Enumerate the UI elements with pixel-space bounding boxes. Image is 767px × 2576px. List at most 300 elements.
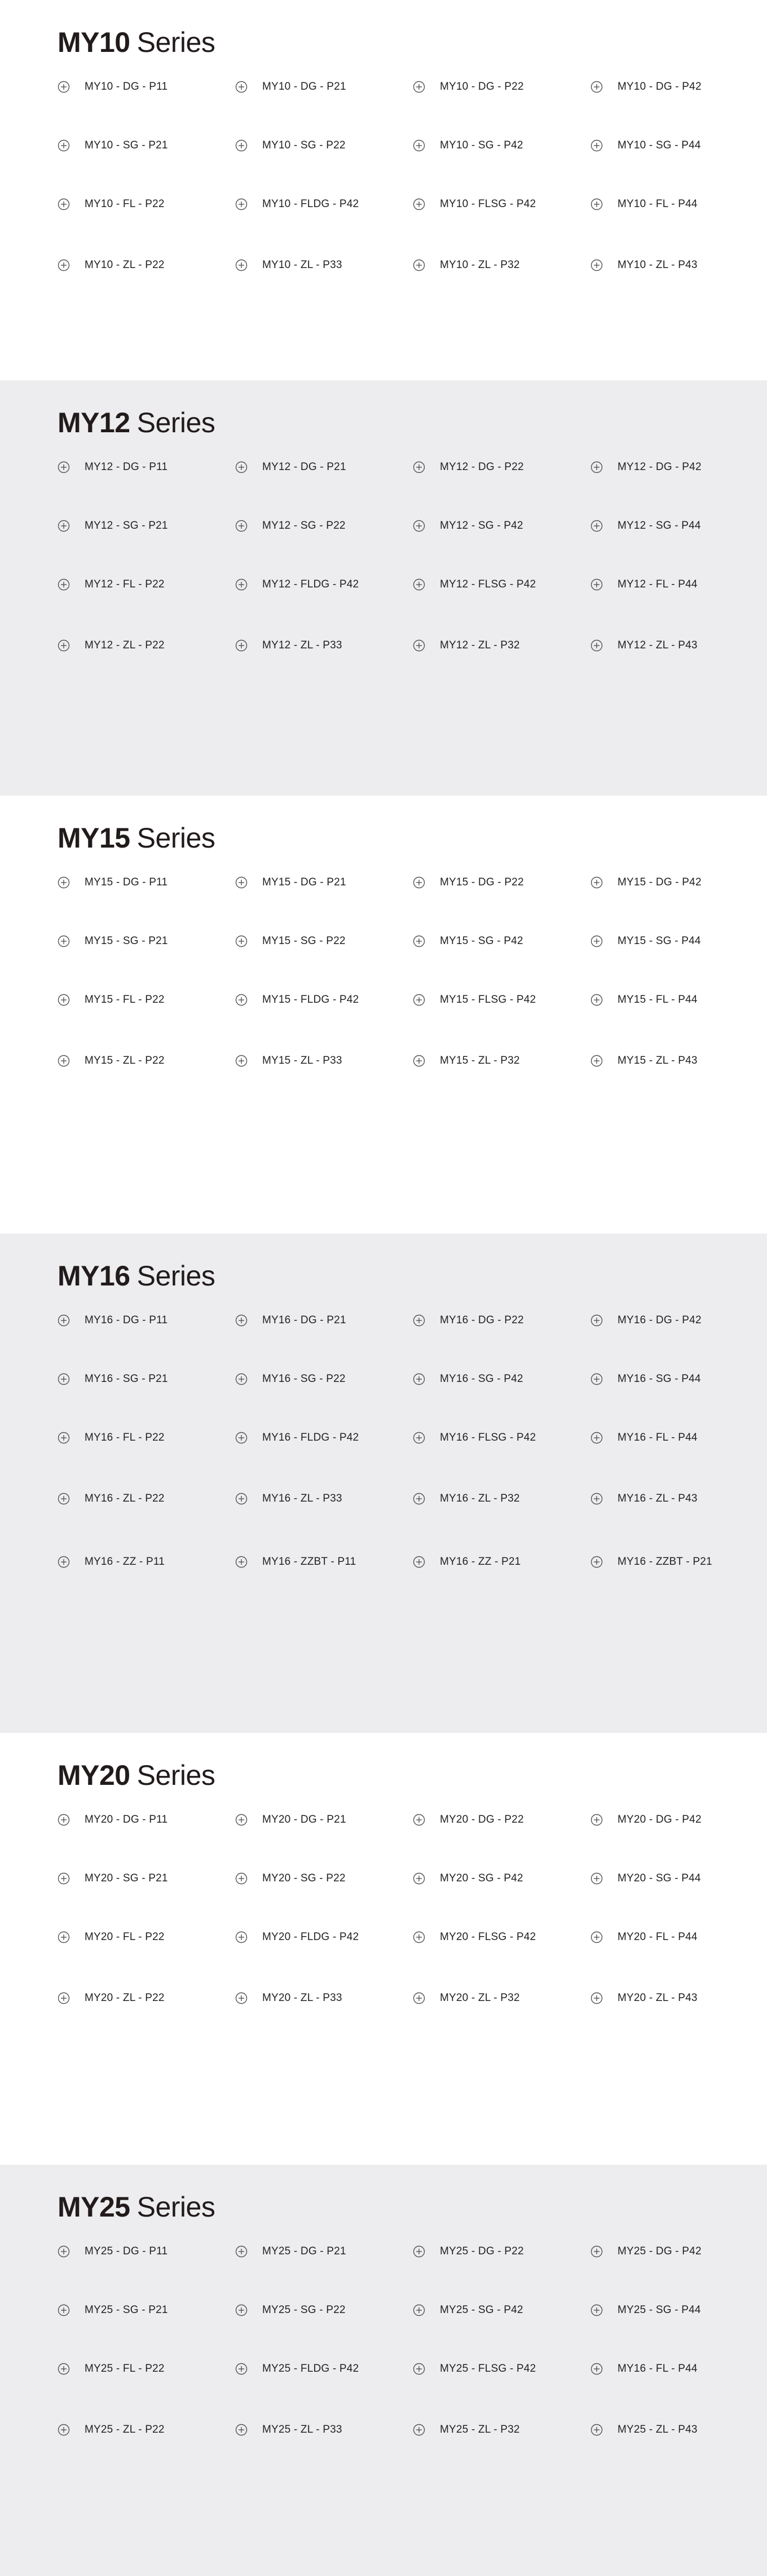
- model-label: MY15 - DG - P42: [618, 876, 702, 888]
- series-word: Series: [136, 822, 215, 854]
- plus-circle-icon: [235, 198, 248, 210]
- model-link[interactable]: [413, 871, 590, 894]
- model-link[interactable]: [58, 1987, 235, 2009]
- series-code: MY15: [58, 822, 130, 854]
- series-code: MY16: [58, 1260, 130, 1292]
- model-link[interactable]: [413, 1309, 590, 1332]
- model-link[interactable]: [590, 1551, 767, 1573]
- plus-circle-icon: [590, 1314, 603, 1327]
- model-link[interactable]: [58, 1050, 235, 1072]
- model-label: MY16 - SG - P22: [262, 1373, 346, 1385]
- model-link[interactable]: [58, 989, 235, 1011]
- model-link[interactable]: [235, 1427, 413, 1449]
- model-link[interactable]: [58, 573, 235, 596]
- plus-circle-icon: [413, 1992, 425, 2004]
- model-link[interactable]: [413, 456, 590, 479]
- model-label: MY15 - ZL - P33: [262, 1055, 342, 1067]
- model-link[interactable]: [235, 76, 413, 98]
- model-label: MY10 - DG - P42: [618, 81, 702, 93]
- plus-circle-icon: [235, 2424, 248, 2436]
- model-label: MY25 - FLSG - P42: [440, 2363, 536, 2375]
- plus-circle-icon: [590, 994, 603, 1006]
- model-label: MY10 - ZL - P32: [440, 259, 520, 271]
- model-link[interactable]: [58, 1427, 235, 1449]
- plus-circle-icon: [58, 1314, 70, 1327]
- model-label: MY10 - SG - P21: [85, 139, 168, 151]
- series-code: MY12: [58, 407, 130, 438]
- model-grid: [58, 76, 767, 277]
- plus-circle-icon: [58, 520, 70, 532]
- model-label: MY10 - SG - P42: [440, 139, 523, 151]
- model-link[interactable]: [235, 2240, 413, 2263]
- model-link[interactable]: [235, 930, 413, 953]
- model-link[interactable]: [58, 76, 235, 98]
- plus-circle-icon: [235, 2304, 248, 2316]
- model-link[interactable]: [413, 134, 590, 157]
- plus-circle-icon: [590, 2424, 603, 2436]
- model-grid: [58, 456, 767, 657]
- model-link[interactable]: [413, 2299, 590, 2322]
- model-label: MY20 - DG - P21: [262, 1814, 346, 1825]
- plus-circle-icon: [235, 1931, 248, 1943]
- plus-circle-icon: [58, 2424, 70, 2436]
- model-label: MY10 - ZL - P33: [262, 259, 342, 271]
- plus-circle-icon: [590, 461, 603, 473]
- model-label: MY12 - SG - P22: [262, 520, 346, 532]
- model-link[interactable]: [235, 573, 413, 596]
- model-label: MY20 - DG - P42: [618, 1814, 702, 1825]
- model-link[interactable]: [58, 2299, 235, 2322]
- model-label: MY20 - SG - P21: [85, 1872, 168, 1884]
- model-label: MY25 - ZL - P33: [262, 2424, 342, 2435]
- model-link[interactable]: [590, 515, 767, 537]
- model-label: MY20 - ZL - P32: [440, 1992, 520, 2004]
- plus-circle-icon: [235, 2363, 248, 2375]
- model-link[interactable]: [413, 1926, 590, 1949]
- model-label: MY16 - ZZBT - P11: [262, 1556, 356, 1568]
- series-section-my20: [0, 1733, 767, 2165]
- plus-circle-icon: [413, 1872, 425, 1885]
- plus-circle-icon: [58, 1556, 70, 1568]
- plus-circle-icon: [590, 1373, 603, 1385]
- model-label: MY16 - ZL - P33: [262, 1493, 342, 1504]
- plus-circle-icon: [235, 578, 248, 591]
- model-label: MY25 - SG - P22: [262, 2304, 346, 2316]
- model-label: MY16 - SG - P21: [85, 1373, 168, 1385]
- model-label: MY25 - DG - P22: [440, 2245, 524, 2257]
- model-link[interactable]: [235, 515, 413, 537]
- section-title: [58, 406, 767, 439]
- model-link[interactable]: [590, 1427, 767, 1449]
- model-link[interactable]: [413, 1427, 590, 1449]
- model-link[interactable]: [58, 1368, 235, 1390]
- series-word: Series: [136, 1759, 215, 1791]
- model-link[interactable]: [413, 1551, 590, 1573]
- model-label: MY20 - FL - P44: [618, 1931, 698, 1943]
- section-title: [58, 26, 767, 59]
- model-label: MY16 - DG - P42: [618, 1314, 702, 1326]
- plus-circle-icon: [413, 578, 425, 591]
- model-link[interactable]: [590, 2358, 767, 2380]
- model-link[interactable]: [590, 989, 767, 1011]
- plus-circle-icon: [235, 1055, 248, 1067]
- plus-circle-icon: [58, 139, 70, 152]
- model-link[interactable]: [413, 930, 590, 953]
- plus-circle-icon: [58, 1055, 70, 1067]
- model-link[interactable]: [58, 134, 235, 157]
- model-label: MY16 - FLSG - P42: [440, 1432, 536, 1443]
- model-link[interactable]: [413, 193, 590, 216]
- model-label: MY15 - SG - P44: [618, 935, 701, 947]
- model-label: MY16 - FLDG - P42: [262, 1432, 359, 1443]
- plus-circle-icon: [413, 1314, 425, 1327]
- plus-circle-icon: [58, 876, 70, 889]
- model-label: MY16 - DG - P11: [85, 1314, 168, 1326]
- model-link[interactable]: [590, 1368, 767, 1390]
- plus-circle-icon: [58, 1373, 70, 1385]
- model-label: MY20 - SG - P42: [440, 1872, 523, 1884]
- model-link[interactable]: [590, 1050, 767, 1072]
- plus-circle-icon: [413, 2424, 425, 2436]
- model-label: MY12 - DG - P11: [85, 461, 168, 473]
- plus-circle-icon: [413, 1556, 425, 1568]
- plus-circle-icon: [590, 2363, 603, 2375]
- model-link[interactable]: [58, 1551, 235, 1573]
- plus-circle-icon: [235, 876, 248, 889]
- section-title: [58, 2191, 767, 2223]
- model-label: MY20 - FLSG - P42: [440, 1931, 536, 1943]
- model-label: MY25 - DG - P21: [262, 2245, 346, 2257]
- model-link[interactable]: [590, 2419, 767, 2441]
- model-label: MY10 - SG - P22: [262, 139, 346, 151]
- series-section-my16: [0, 1234, 767, 1733]
- model-link[interactable]: [413, 76, 590, 98]
- plus-circle-icon: [235, 2245, 248, 2258]
- model-label: MY16 - SG - P42: [440, 1373, 523, 1385]
- model-grid: [58, 1309, 767, 1573]
- plus-circle-icon: [235, 1872, 248, 1885]
- model-label: MY20 - FL - P22: [85, 1931, 165, 1943]
- model-link[interactable]: [235, 1309, 413, 1332]
- model-label: MY16 - FL - P22: [85, 1432, 165, 1443]
- model-link[interactable]: [58, 1926, 235, 1949]
- model-link[interactable]: [590, 1867, 767, 1890]
- model-label: MY20 - DG - P22: [440, 1814, 524, 1825]
- model-label: MY15 - SG - P21: [85, 935, 168, 947]
- plus-circle-icon: [413, 461, 425, 473]
- series-code: MY20: [58, 1759, 130, 1791]
- model-label: MY10 - ZL - P43: [618, 259, 698, 271]
- model-link[interactable]: [235, 2358, 413, 2380]
- model-grid: [58, 871, 767, 1072]
- plus-circle-icon: [235, 1314, 248, 1327]
- plus-circle-icon: [590, 578, 603, 591]
- model-link[interactable]: [58, 515, 235, 537]
- model-link[interactable]: [235, 1867, 413, 1890]
- plus-circle-icon: [413, 1931, 425, 1943]
- plus-circle-icon: [590, 1931, 603, 1943]
- section-title: [58, 1759, 767, 1792]
- plus-circle-icon: [590, 81, 603, 93]
- plus-circle-icon: [58, 2304, 70, 2316]
- model-label: MY16 - DG - P21: [262, 1314, 346, 1326]
- model-label: MY10 - FLDG - P42: [262, 198, 359, 210]
- plus-circle-icon: [590, 2304, 603, 2316]
- model-label: MY10 - ZL - P22: [85, 259, 165, 271]
- model-link[interactable]: [590, 1987, 767, 2009]
- model-link[interactable]: [413, 1987, 590, 2009]
- model-link[interactable]: [58, 2240, 235, 2263]
- model-link[interactable]: [235, 634, 413, 657]
- model-link[interactable]: [413, 1050, 590, 1072]
- model-label: MY25 - SG - P44: [618, 2304, 701, 2316]
- model-link[interactable]: [413, 515, 590, 537]
- model-link[interactable]: [590, 456, 767, 479]
- model-link[interactable]: [413, 254, 590, 277]
- model-label: MY10 - DG - P21: [262, 81, 346, 93]
- model-link[interactable]: [590, 930, 767, 953]
- plus-circle-icon: [58, 639, 70, 652]
- plus-circle-icon: [590, 935, 603, 947]
- series-section-my12: [0, 380, 767, 796]
- plus-circle-icon: [413, 139, 425, 152]
- plus-circle-icon: [590, 1432, 603, 1444]
- model-label: MY25 - DG - P42: [618, 2245, 702, 2257]
- model-label: MY10 - FL - P44: [618, 198, 698, 210]
- model-link[interactable]: [235, 193, 413, 216]
- model-link[interactable]: [235, 1987, 413, 2009]
- model-label: MY12 - ZL - P22: [85, 639, 165, 651]
- model-link[interactable]: [235, 1487, 413, 1510]
- plus-circle-icon: [58, 259, 70, 271]
- model-link[interactable]: [413, 1487, 590, 1510]
- model-link[interactable]: [413, 2240, 590, 2263]
- series-word: Series: [136, 1260, 215, 1292]
- model-label: MY25 - SG - P21: [85, 2304, 168, 2316]
- model-link[interactable]: [413, 1368, 590, 1390]
- plus-circle-icon: [590, 198, 603, 210]
- plus-circle-icon: [235, 81, 248, 93]
- series-word: Series: [136, 2191, 215, 2223]
- plus-circle-icon: [235, 1432, 248, 1444]
- model-link[interactable]: [590, 254, 767, 277]
- plus-circle-icon: [413, 935, 425, 947]
- model-label: MY15 - DG - P22: [440, 876, 524, 888]
- model-link[interactable]: [58, 871, 235, 894]
- model-label: MY15 - FL - P22: [85, 994, 165, 1006]
- model-label: MY12 - ZL - P32: [440, 639, 520, 651]
- model-label: MY12 - SG - P42: [440, 520, 523, 532]
- model-link[interactable]: [235, 989, 413, 1011]
- plus-circle-icon: [413, 1432, 425, 1444]
- model-link[interactable]: [413, 2358, 590, 2380]
- model-label: MY12 - FLDG - P42: [262, 578, 359, 590]
- model-label: MY15 - SG - P22: [262, 935, 346, 947]
- model-link[interactable]: [235, 456, 413, 479]
- model-link[interactable]: [590, 1926, 767, 1949]
- plus-circle-icon: [58, 198, 70, 210]
- model-link[interactable]: [413, 634, 590, 657]
- model-link[interactable]: [235, 1551, 413, 1573]
- model-link[interactable]: [590, 634, 767, 657]
- model-label: MY15 - FLDG - P42: [262, 994, 359, 1006]
- model-link[interactable]: [235, 2299, 413, 2322]
- plus-circle-icon: [413, 520, 425, 532]
- model-link[interactable]: [235, 871, 413, 894]
- model-link[interactable]: [413, 2419, 590, 2441]
- model-label: MY12 - DG - P22: [440, 461, 524, 473]
- plus-circle-icon: [590, 1493, 603, 1505]
- plus-circle-icon: [413, 2363, 425, 2375]
- model-link[interactable]: [590, 76, 767, 98]
- model-label: MY20 - FLDG - P42: [262, 1931, 359, 1943]
- plus-circle-icon: [590, 876, 603, 889]
- series-section-my10: [0, 0, 767, 380]
- model-label: MY25 - DG - P11: [85, 2245, 168, 2257]
- model-link[interactable]: [590, 573, 767, 596]
- model-link[interactable]: [235, 1926, 413, 1949]
- plus-circle-icon: [413, 876, 425, 889]
- model-link[interactable]: [413, 989, 590, 1011]
- plus-circle-icon: [413, 1814, 425, 1826]
- plus-circle-icon: [590, 1814, 603, 1826]
- model-grid: [58, 1809, 767, 2009]
- model-link[interactable]: [58, 1809, 235, 1831]
- plus-circle-icon: [590, 639, 603, 652]
- plus-circle-icon: [590, 2245, 603, 2258]
- plus-circle-icon: [58, 1493, 70, 1505]
- plus-circle-icon: [413, 1373, 425, 1385]
- model-label: MY25 - ZL - P32: [440, 2424, 520, 2435]
- model-label: MY25 - FL - P22: [85, 2363, 165, 2375]
- model-label: MY12 - DG - P21: [262, 461, 346, 473]
- plus-circle-icon: [58, 1872, 70, 1885]
- plus-circle-icon: [413, 81, 425, 93]
- plus-circle-icon: [235, 520, 248, 532]
- model-link[interactable]: [235, 2419, 413, 2441]
- model-label: MY16 - FL - P44: [618, 1432, 698, 1443]
- model-label: MY16 - ZL - P22: [85, 1493, 165, 1504]
- plus-circle-icon: [235, 994, 248, 1006]
- model-label: MY16 - DG - P22: [440, 1314, 524, 1326]
- model-label: MY20 - ZL - P43: [618, 1992, 698, 2004]
- plus-circle-icon: [590, 259, 603, 271]
- model-label: MY12 - ZL - P43: [618, 639, 698, 651]
- model-link[interactable]: [590, 134, 767, 157]
- model-label: MY12 - FL - P22: [85, 578, 165, 590]
- plus-circle-icon: [413, 639, 425, 652]
- model-label: MY15 - DG - P11: [85, 876, 168, 888]
- model-label: MY25 - ZL - P22: [85, 2424, 165, 2435]
- model-link[interactable]: [58, 1867, 235, 1890]
- model-link[interactable]: [590, 1309, 767, 1332]
- model-label: MY16 - ZZ - P21: [440, 1556, 521, 1568]
- plus-circle-icon: [58, 935, 70, 947]
- model-link[interactable]: [58, 2358, 235, 2380]
- model-label: MY10 - SG - P44: [618, 139, 701, 151]
- model-link[interactable]: [590, 1809, 767, 1831]
- model-label: MY25 - FLDG - P42: [262, 2363, 359, 2375]
- model-label: MY15 - FLSG - P42: [440, 994, 536, 1006]
- plus-circle-icon: [235, 935, 248, 947]
- plus-circle-icon: [58, 2363, 70, 2375]
- model-link[interactable]: [590, 2299, 767, 2322]
- model-link[interactable]: [590, 871, 767, 894]
- model-link[interactable]: [58, 930, 235, 953]
- plus-circle-icon: [58, 994, 70, 1006]
- model-link[interactable]: [235, 1050, 413, 1072]
- model-link[interactable]: [590, 2240, 767, 2263]
- model-grid: [58, 2240, 767, 2441]
- model-link[interactable]: [235, 1809, 413, 1831]
- model-link[interactable]: [58, 634, 235, 657]
- model-label: MY25 - SG - P42: [440, 2304, 523, 2316]
- plus-circle-icon: [413, 994, 425, 1006]
- model-label: MY15 - ZL - P22: [85, 1055, 165, 1067]
- model-link[interactable]: [58, 1309, 235, 1332]
- model-link[interactable]: [413, 1809, 590, 1831]
- model-label: MY15 - FL - P44: [618, 994, 698, 1006]
- model-label: MY15 - ZL - P32: [440, 1055, 520, 1067]
- model-link[interactable]: [590, 1487, 767, 1510]
- model-label: MY10 - FL - P22: [85, 198, 165, 210]
- model-label: MY10 - DG - P11: [85, 81, 168, 93]
- plus-circle-icon: [58, 1931, 70, 1943]
- model-link[interactable]: [235, 1368, 413, 1390]
- model-label: MY20 - SG - P22: [262, 1872, 346, 1884]
- plus-circle-icon: [413, 198, 425, 210]
- model-link[interactable]: [58, 254, 235, 277]
- model-link[interactable]: [413, 573, 590, 596]
- model-label: MY15 - ZL - P43: [618, 1055, 698, 1067]
- plus-circle-icon: [413, 1493, 425, 1505]
- plus-circle-icon: [590, 1992, 603, 2004]
- model-label: MY12 - FL - P44: [618, 578, 698, 590]
- series-code: MY25: [58, 2191, 130, 2223]
- plus-circle-icon: [590, 1556, 603, 1568]
- plus-circle-icon: [590, 1055, 603, 1067]
- plus-circle-icon: [590, 520, 603, 532]
- model-link[interactable]: [413, 1867, 590, 1890]
- plus-circle-icon: [235, 1556, 248, 1568]
- model-label: MY16 - SG - P44: [618, 1373, 701, 1385]
- model-label: MY12 - FLSG - P42: [440, 578, 536, 590]
- model-label: MY12 - SG - P44: [618, 520, 701, 532]
- model-link[interactable]: [590, 193, 767, 216]
- plus-circle-icon: [58, 2245, 70, 2258]
- plus-circle-icon: [235, 1373, 248, 1385]
- model-link[interactable]: [58, 193, 235, 216]
- model-link[interactable]: [58, 2419, 235, 2441]
- plus-circle-icon: [58, 461, 70, 473]
- plus-circle-icon: [235, 1493, 248, 1505]
- plus-circle-icon: [235, 461, 248, 473]
- model-link[interactable]: [58, 456, 235, 479]
- model-link[interactable]: [58, 1487, 235, 1510]
- model-link[interactable]: [235, 254, 413, 277]
- plus-circle-icon: [58, 1432, 70, 1444]
- plus-circle-icon: [58, 81, 70, 93]
- model-label: MY10 - FLSG - P42: [440, 198, 536, 210]
- section-title: [58, 1260, 767, 1292]
- model-label: MY12 - ZL - P33: [262, 639, 342, 651]
- model-link[interactable]: [235, 134, 413, 157]
- plus-circle-icon: [235, 639, 248, 652]
- plus-circle-icon: [235, 259, 248, 271]
- model-label: MY25 - ZL - P43: [618, 2424, 698, 2435]
- plus-circle-icon: [413, 2245, 425, 2258]
- model-label: MY16 - ZZBT - P21: [618, 1556, 712, 1568]
